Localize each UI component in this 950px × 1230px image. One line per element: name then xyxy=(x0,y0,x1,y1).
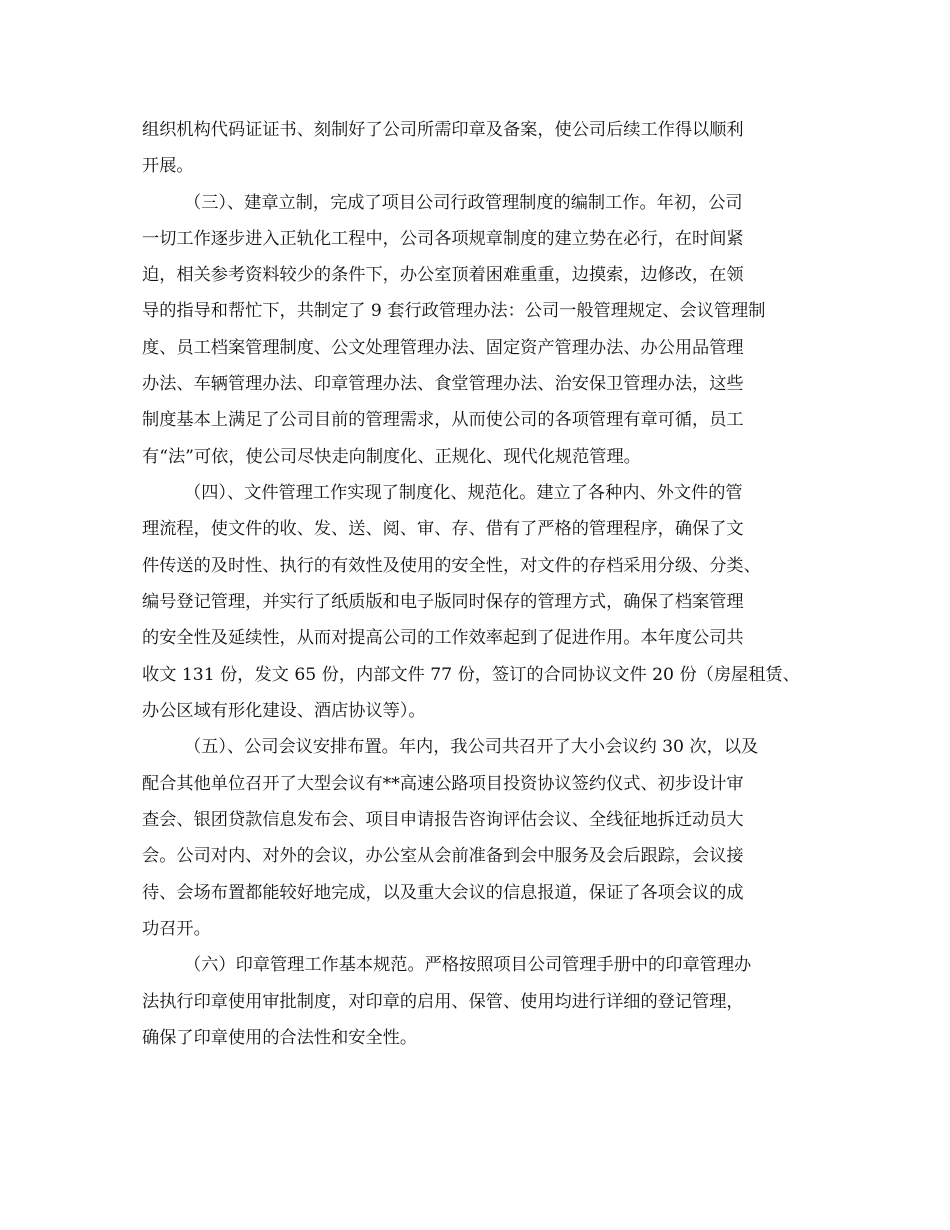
text-line: 办法、车辆管理办法、印章管理办法、食堂管理办法、治安保卫管理办法，这些 xyxy=(142,374,744,394)
paragraph-start-line: （三）、建章立制，完成了项目公司行政管理制度的编制工作。年初，公司 xyxy=(184,193,743,213)
text-line: 开展。 xyxy=(142,156,194,176)
text-line: 待、会场布置都能较好地完成，以及重大会议的信息报道，保证了各项会议的成 xyxy=(142,883,744,903)
text-line: 的安全性及延续性，从而对提高公司的工作效率起到了促进作用。本年度公司共 xyxy=(142,628,744,648)
paragraph-start-line: （六）印章管理工作基本规范。严格按照项目公司管理手册中的印章管理办 xyxy=(184,955,752,975)
paragraph-start-line: （四）、文件管理工作实现了制度化、规范化。建立了各种内、外文件的管 xyxy=(184,483,743,503)
text-line: 组织机构代码证证书、刻制好了公司所需印章及备案，使公司后续工作得以顺利 xyxy=(142,120,744,140)
paragraph-start-line: （五）、公司会议安排布置。年内，我公司共召开了大小会议约 30 次，以及 xyxy=(184,737,759,757)
text-line: 确保了印章使用的合法性和安全性。 xyxy=(142,1028,418,1048)
text-line: 迫，相关参考资料较少的条件下，办公室顶着困难重重，边摸索，边修改，在领 xyxy=(142,265,744,285)
text-line: 度、员工档案管理制度、公文处理管理办法、固定资产管理办法、办公用品管理 xyxy=(142,338,744,358)
text-line: 功召开。 xyxy=(142,919,211,939)
text-line: 理流程，使文件的收、发、送、阅、审、存、借有了严格的管理程序，确保了文 xyxy=(142,519,744,539)
text-line: 一切工作逐步进入正轨化工程中，公司各项规章制度的建立势在必行，在时间紧 xyxy=(142,229,744,249)
text-line: 办公区域有形化建设、酒店协议等）。 xyxy=(142,701,426,721)
text-line: 导的指导和帮忙下，共制定了 9 套行政管理办法：公司一般管理规定、会议管理制 xyxy=(142,301,766,321)
text-line: 制度基本上满足了公司目前的管理需求，从而使公司的各项管理有章可循，员工 xyxy=(142,410,744,430)
text-line: 查会、银团贷款信息发布会、项目申请报告咨询评估会议、全线征地拆迁动员大 xyxy=(142,810,744,830)
text-line: 会。公司对内、对外的会议，办公室从会前准备到会中服务及会后跟踪，会议接 xyxy=(142,846,744,866)
text-line: 件传送的及时性、执行的有效性及使用的安全性，对文件的存档采用分级、分类、 xyxy=(142,556,761,576)
text-line: 法执行印章使用审批制度，对印章的启用、保管、使用均进行详细的登记管理， xyxy=(142,992,744,1012)
text-line: 有“法”可依，使公司尽快走向制度化、正规化、现代化规范管理。 xyxy=(142,447,641,467)
text-line: 收文 131 份，发文 65 份，内部文件 77 份，签订的合同协议文件 20 份（房屋租赁、 xyxy=(142,665,800,685)
text-line: 编号登记管理，并实行了纸质版和电子版同时保存的管理方式，确保了档案管理 xyxy=(142,592,744,612)
text-line: 配合其他单位召开了大型会议有**高速公路项目投资协议签约仪式、初步设计审 xyxy=(142,774,744,794)
